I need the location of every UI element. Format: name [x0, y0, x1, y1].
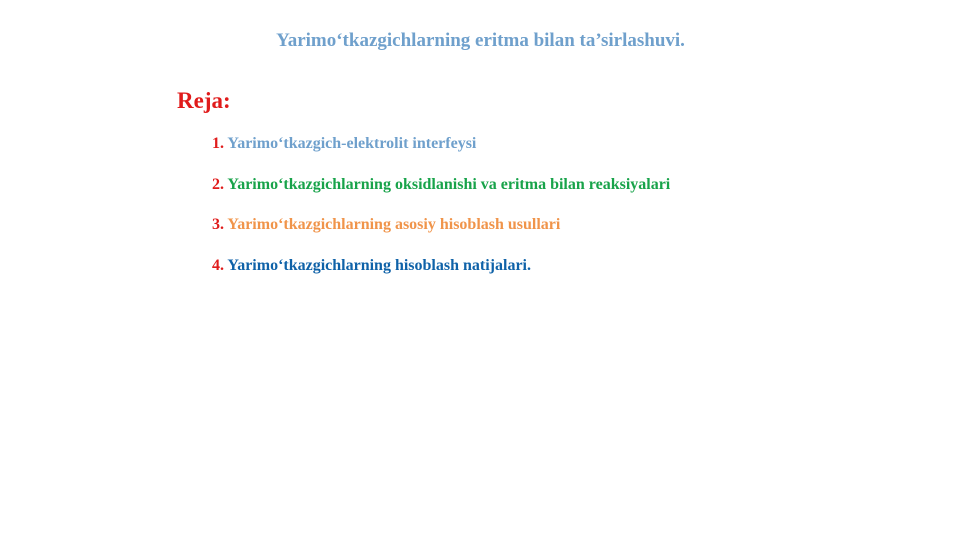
plan-item-text: Yarimo‘tkazgichlarning oksidlanishi va eritma bilan reaksiyalari — [227, 176, 671, 193]
plan-item-4 — [212, 256, 531, 276]
plan-item-3 — [212, 215, 560, 235]
plan-item-number: 4. — [212, 257, 224, 274]
plan-item-text: Yarimo‘tkazgichlarning hisoblash natijalari. — [227, 257, 531, 274]
plan-item-text: Yarimo‘tkazgichlarning asosiy hisoblash usullari — [227, 216, 561, 233]
plan-item-number: 1. — [212, 135, 224, 152]
slide-title: Yarimo‘tkazgichlarning eritma bilan ta’sirlashuvi. — [276, 30, 685, 51]
plan-heading: Reja: — [177, 88, 231, 113]
plan-item-2 — [212, 175, 670, 195]
plan-item-number: 3. — [212, 216, 224, 233]
plan-item-text: Yarimo‘tkazgich-elektrolit interfeysi — [227, 135, 477, 152]
plan-item-number: 2. — [212, 176, 224, 193]
plan-item-1 — [212, 134, 476, 154]
